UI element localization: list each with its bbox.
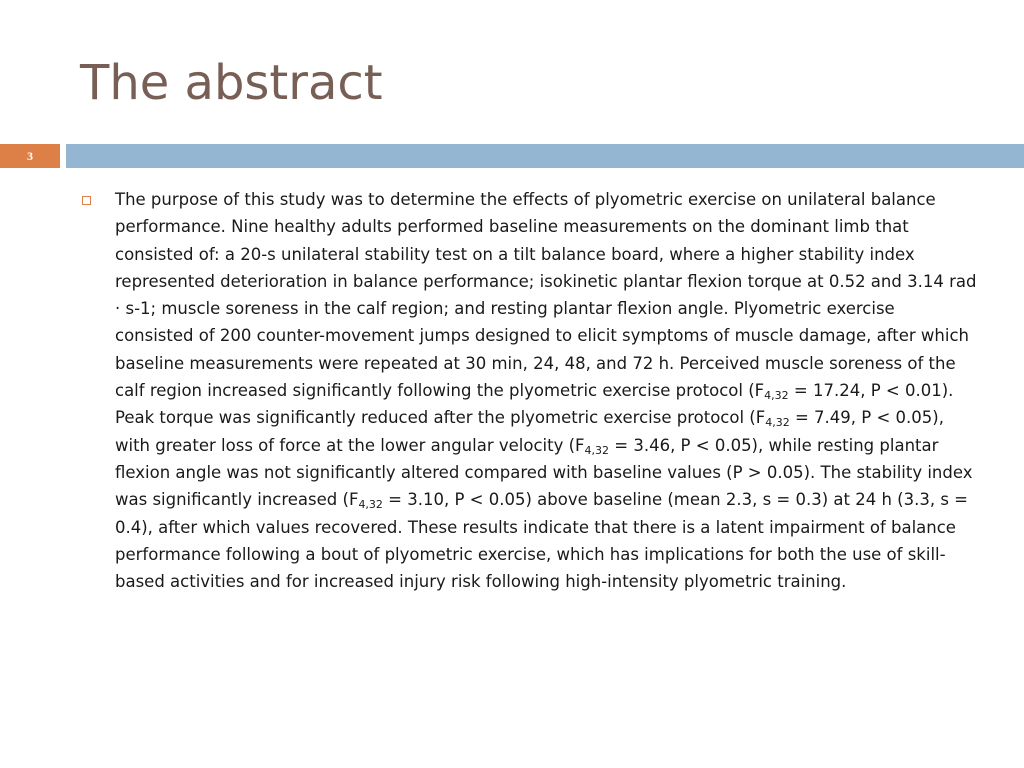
degrees-of-freedom-subscript: 4,32 xyxy=(358,498,383,512)
square-bullet-icon xyxy=(78,186,115,213)
header-divider-bar xyxy=(66,144,1024,168)
abstract-text-segment: = 17.24, P < 0.01). Peak torque was significantly reduced after the plyometric exercise protocol (F xyxy=(115,381,954,428)
abstract-text-segment: = 7.49, P < 0.05), with greater loss of force at the lower angular velocity (F xyxy=(115,408,944,455)
abstract-text-segment: = 3.10, P < 0.05) above baseline (mean 2.3, s = 0.3) at 24 h (3.3, s = 0.4), after which values recovered. These results indicate that there is a latent impairment of balance performance following a bout of plyometric exercise, which has implications for both the use of skill-based activities and for increased injury risk following high-intensity plyometric training. xyxy=(115,490,969,592)
abstract-text-segment: The purpose of this study was to determine the effects of plyometric exercise on unilateral balance performance. Nine healthy adults performed baseline measurements on the dominant limb that consisted of: a 20-s unilateral stability test on a tilt balance board, where a higher stability index represented deterioration in balance performance; isokinetic plantar flexion torque at 0.52 and 3.14 rad · s-1; muscle soreness in the calf region; and resting plantar flexion angle. Plyometric exercise consisted of 200 counter-movement jumps designed to elicit symptoms of muscle damage, after which baseline measurements were repeated at 30 min, 24, 48, and 72 h. Perceived muscle soreness of the calf region increased significantly following the plyometric exercise protocol (F xyxy=(115,190,977,401)
slide-title: The abstract xyxy=(80,55,383,111)
slide-number-badge: 3 xyxy=(0,144,60,168)
degrees-of-freedom-subscript: 4,32 xyxy=(764,389,789,403)
abstract-paragraph xyxy=(115,186,978,595)
abstract-text-segment: = 3.46, P < 0.05), while resting plantar flexion angle was not significantly altered compared with baseline values (P > 0.05). The stability index was significantly increased (F xyxy=(115,435,973,510)
bullet-item-abstract xyxy=(78,186,978,595)
square-bullet-shape xyxy=(82,196,91,205)
slide-body xyxy=(78,186,978,595)
degrees-of-freedom-subscript: 4,32 xyxy=(765,416,790,430)
degrees-of-freedom-subscript: 4,32 xyxy=(584,443,610,457)
